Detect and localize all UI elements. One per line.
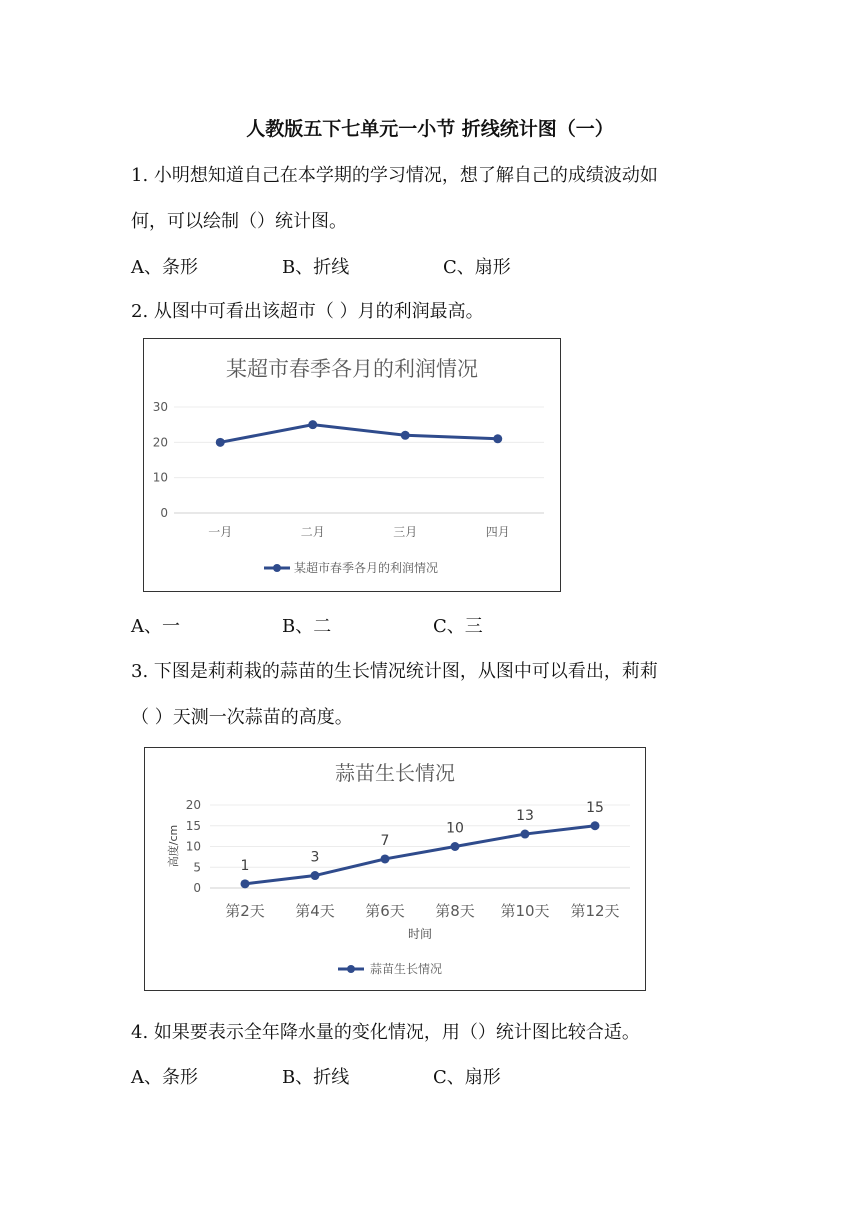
profit-legend-marker — [273, 564, 281, 572]
q3-text-line1: 3. 下图是莉莉栽的蒜苗的生长情况统计图，从图中可以看出，莉莉 — [131, 661, 658, 682]
data-label: 13 — [516, 808, 534, 825]
q1-option-a: A、条形 — [131, 257, 198, 278]
data-label: 3 — [310, 849, 320, 866]
profit-chart — [143, 338, 561, 592]
data-label: 15 — [586, 799, 604, 816]
data-label: 1 — [240, 857, 250, 874]
y-tick-label: 20 — [152, 435, 168, 450]
profit-chart-title: 某超市春季各月的利润情况 — [226, 357, 478, 381]
data-point — [308, 420, 317, 429]
y-tick-label: 30 — [152, 400, 168, 414]
x-tick-label: 第6天 — [365, 902, 405, 920]
profit-series-line — [220, 425, 498, 443]
page-title: 人教版五下七单元一小节 折线统计图（一） — [246, 118, 614, 140]
q4-option-c: C、扇形 — [433, 1067, 501, 1088]
garlic-legend-label: 蒜苗生长情况 — [370, 962, 443, 976]
data-label: 7 — [380, 832, 390, 849]
q4-option-a: A、条形 — [131, 1067, 198, 1088]
q1-option-c: C、扇形 — [443, 257, 511, 278]
data-point — [521, 830, 530, 839]
y-tick-label: 15 — [185, 818, 201, 833]
profit-chart-svg — [144, 339, 560, 591]
q4-text: 4. 如果要表示全年降水量的变化情况，用（）统计图比较合适。 — [131, 1022, 640, 1043]
q2-text: 2. 从图中可看出该超市（ ）月的利润最高。 — [131, 301, 484, 322]
x-tick-label: 四月 — [485, 525, 510, 539]
y-tick-label: 20 — [185, 798, 201, 812]
data-point — [216, 438, 225, 447]
garlic-chart — [144, 747, 646, 991]
y-tick-label: 0 — [160, 506, 168, 520]
q2-option-c: C、三 — [433, 616, 483, 637]
x-tick-label: 第12天 — [570, 902, 620, 920]
data-point — [451, 842, 460, 851]
y-tick-label: 5 — [193, 860, 201, 875]
y-tick-label: 10 — [152, 470, 168, 485]
q2-option-a: A、一 — [131, 616, 180, 637]
data-point — [381, 854, 390, 863]
q3-text-line2: （ ）天测一次蒜苗的高度。 — [131, 707, 353, 728]
data-point — [401, 431, 410, 440]
x-tick-label: 第4天 — [295, 902, 335, 920]
data-point — [241, 879, 250, 888]
data-point — [311, 871, 320, 880]
data-point — [493, 434, 502, 443]
data-label: 10 — [446, 820, 464, 837]
x-tick-label: 第10天 — [500, 902, 550, 920]
y-tick-label: 0 — [193, 881, 201, 895]
garlic-y-axis-label: 高度/cm — [167, 824, 180, 868]
q1-text-line1: 1. 小明想知道自己在本学期的学习情况，想了解自己的成绩波动如 — [131, 165, 658, 186]
garlic-chart-title: 蒜苗生长情况 — [335, 761, 455, 785]
y-tick-label: 10 — [185, 839, 201, 854]
garlic-x-axis-label: 时间 — [407, 927, 433, 941]
q4-option-b: B、折线 — [282, 1067, 350, 1088]
x-tick-label: 一月 — [208, 525, 233, 539]
x-tick-label: 二月 — [300, 525, 325, 539]
profit-legend-label: 某超市春季各月的利润情况 — [294, 561, 439, 575]
x-tick-label: 第8天 — [435, 902, 475, 920]
garlic-legend-marker — [347, 965, 355, 973]
garlic-series-line — [245, 826, 595, 884]
x-tick-label: 第2天 — [225, 902, 265, 920]
garlic-chart-svg — [145, 748, 645, 990]
q2-option-b: B、二 — [282, 616, 332, 637]
data-point — [591, 821, 600, 830]
x-tick-label: 三月 — [393, 525, 418, 539]
q1-text-line2: 何，可以绘制（）统计图。 — [131, 211, 347, 232]
q1-option-b: B、折线 — [282, 257, 350, 278]
